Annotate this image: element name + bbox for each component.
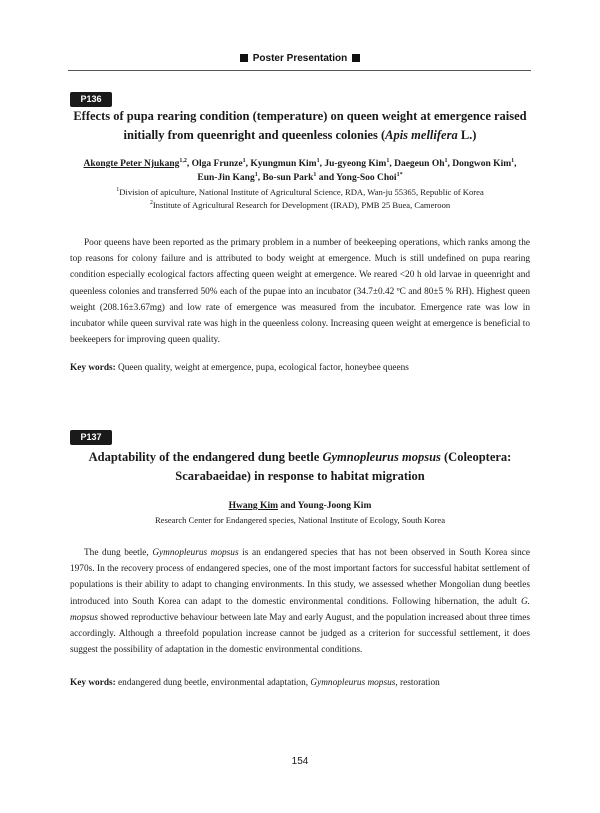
author-name: Kyungmun Kim bbox=[250, 159, 317, 169]
author-name: Yong-Soo Choi bbox=[336, 173, 397, 183]
presenting-author: Hwang Kim bbox=[228, 501, 278, 511]
section-header-label: Poster Presentation bbox=[252, 53, 348, 64]
poster-id-badge: P136 bbox=[70, 92, 112, 107]
author-list: Akongte Peter Njukang$^{1,2}$, Olga Frunze$^1$, Kyungmun Kim$^1$, Ju-gyeong Kim$^1$, Daegeun Oh$^1$, Dongwon Kim$^1$, Eun-Jin Kang$^1$, Bo-sun Park$^1$ and Yong-Soo Choi$^{1*}$ bbox=[83, 157, 517, 183]
abstract: The dung beetle, Gymnopleurus mopsus is an endangered species that has not been observed in South Korea since 1970s. In the recovery process of endangered species, one of the most important factors for successful habitat settlement of populations is their ability to adapt to changing environments. In this study, we assessed whether Mongolian dung beetles introduced into South Korea can adapt to the domestic environmental conditions. Following hibernation, the adult G. mopsus showed reproductive behaviour between late May and early August, and the population increased about three times accordingly. Although a threefold population increase cannot be judged as a criterion for successful settlement, it does suggest the possibility of adaptation in the domestic environmental conditions. bbox=[70, 548, 530, 656]
poster-title: Effects of pupa rearing condition (temperature) on queen weight at emergence raised initially from queenright and queenless colonies (Apis mellifera L.) bbox=[73, 109, 527, 142]
author-name: Dongwon Kim bbox=[452, 159, 512, 169]
author-name: Bo-sun Park bbox=[262, 173, 314, 183]
author-name: Daegeun Oh bbox=[394, 159, 445, 169]
page-number: 154 bbox=[291, 756, 309, 767]
presenting-author: Akongte Peter Njukang bbox=[83, 159, 180, 169]
author-name: Young-Joong Kim bbox=[297, 501, 372, 511]
keywords-label: Key words: bbox=[70, 363, 116, 373]
header-divider bbox=[68, 70, 531, 71]
author-name: Olga Frunze bbox=[191, 159, 243, 169]
section-header bbox=[0, 52, 600, 66]
author-name: Ju-gyeong Kim bbox=[324, 159, 387, 169]
poster-id-badge: P137 bbox=[70, 430, 112, 445]
author-list: Hwang Kim and Young-Joong Kim bbox=[228, 501, 372, 511]
keywords-text: Queen quality, weight at emergence, pupa, ecological factor, honeybee queens bbox=[118, 363, 409, 373]
affiliation-list: $^1$Division of apiculture, National Institute of Agricultural Science, RDA, Wan-ju 55365, Republic of Korea $^2$Institute of Agricultural Research for Development (IRAD), PMB 25 Buea, Cameroon bbox=[116, 187, 484, 210]
keywords bbox=[70, 361, 530, 375]
author-name: Eun-Jin Kang bbox=[197, 173, 255, 183]
square-bullet-icon bbox=[240, 54, 248, 62]
affiliation: Division of apiculture, National Institute of Agricultural Science, RDA, Wan-ju 55365, Republic of Korea bbox=[119, 187, 484, 197]
poster-title: Adaptability of the endangered dung beetle Gymnopleurus mopsus (Coleoptera: Scarabaeidae) in response to habitat migration bbox=[88, 450, 512, 483]
keywords-label: Key words: bbox=[70, 678, 116, 688]
square-bullet-icon bbox=[352, 54, 360, 62]
affiliation: Institute of Agricultural Research for Development (IRAD), PMB 25 Buea, Cameroon bbox=[152, 200, 451, 210]
abstract: Poor queens have been reported as the primary problem in a number of beekeeping operations, which ranks among the top reasons for colony failure and is attributed to body weight at emergence. Much is still undefined on pupa rearing condition especially ecological factors affecting queen weight at emergence. We reared <20 h old larvae in queenright and queenless colonies and transferred 50% each of the pupae into an incubator (34.7±0.42 ºC and 80±5 % RH). Highest queen weight (208.16±3.67mg) and low rate of emergence was measured from the incubator. Emergence rate was low in incubator while queen survival rate was high in the queenless colony. Increasing queen weight at emergence is beneficial to beekeepers for improving queen quality. bbox=[70, 238, 530, 346]
keywords: Key words: endangered dung beetle, environmental adaptation, Gymnopleurus mopsus, restoration bbox=[70, 678, 440, 688]
affiliation: Research Center for Endangered species, National Institute of Ecology, South Korea bbox=[154, 515, 446, 525]
